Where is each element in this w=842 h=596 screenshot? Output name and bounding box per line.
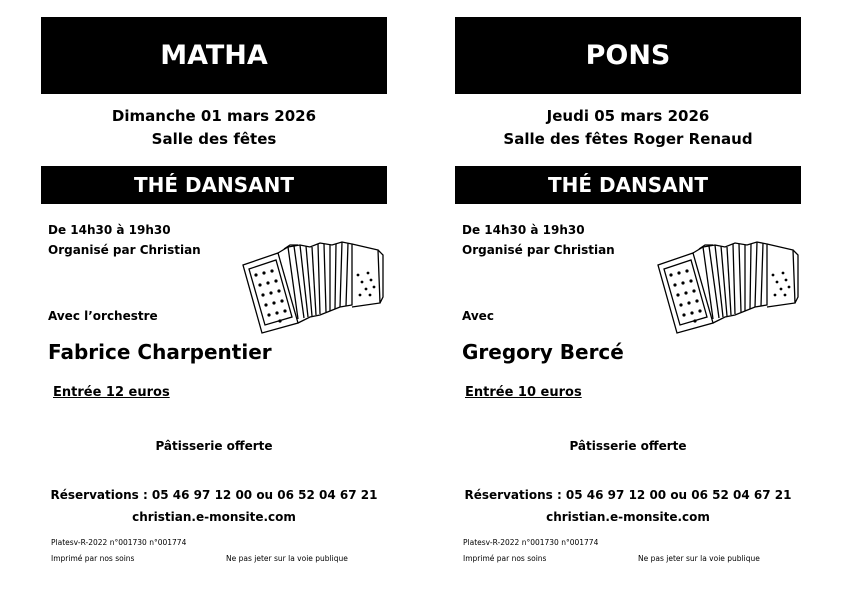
with-label: Avec l’orchestre	[48, 309, 158, 323]
event-venue: Salle des fêtes Roger Renaud	[503, 130, 753, 148]
entry-price: Entrée 12 euros	[53, 385, 170, 400]
printed-note: Imprimé par nos soins	[463, 554, 547, 563]
event-type: THÉ DANSANT	[455, 166, 801, 204]
event-venue: Salle des fêtes	[151, 130, 277, 148]
website: christian.e-monsite.com	[546, 510, 710, 524]
litter-note: Ne pas jeter sur la voie publique	[638, 554, 760, 563]
flyer-matha	[41, 0, 387, 596]
flyer-pons	[455, 0, 801, 596]
event-hours: De 14h30 à 19h30	[462, 223, 585, 237]
organizer: Organisé par Christian	[48, 243, 201, 257]
accordion-icon	[240, 235, 385, 335]
event-date: Dimanche 01 mars 2026	[111, 107, 317, 125]
hours-block	[462, 220, 615, 260]
pastry-note: Pâtisserie offerte	[155, 439, 273, 453]
accordion-icon	[655, 235, 800, 335]
artist-name: Gregory Bercé	[462, 340, 624, 364]
event-date: Jeudi 05 mars 2026	[546, 107, 710, 125]
license-number: Platesv-R-2022 n°001730 n°001774	[463, 538, 599, 547]
event-hours: De 14h30 à 19h30	[48, 223, 171, 237]
license-number: Platesv-R-2022 n°001730 n°001774	[51, 538, 187, 547]
pastry-note: Pâtisserie offerte	[569, 439, 687, 453]
hours-block	[48, 220, 201, 260]
reservation-block	[455, 484, 801, 528]
town-title: PONS	[455, 17, 801, 94]
with-label: Avec	[462, 309, 494, 323]
date-block	[41, 105, 387, 151]
printed-note: Imprimé par nos soins	[51, 554, 135, 563]
event-type: THÉ DANSANT	[41, 166, 387, 204]
litter-note: Ne pas jeter sur la voie publique	[226, 554, 348, 563]
reservation-phones: Réservations : 05 46 97 12 00 ou 06 52 04 67 21	[50, 488, 378, 502]
town-title: MATHA	[41, 17, 387, 94]
entry-price: Entrée 10 euros	[465, 385, 582, 400]
website: christian.e-monsite.com	[132, 510, 296, 524]
date-block	[455, 105, 801, 151]
organizer: Organisé par Christian	[462, 243, 615, 257]
reservation-block	[41, 484, 387, 528]
artist-name: Fabrice Charpentier	[48, 340, 272, 364]
reservation-phones: Réservations : 05 46 97 12 00 ou 06 52 04 67 21	[464, 488, 792, 502]
